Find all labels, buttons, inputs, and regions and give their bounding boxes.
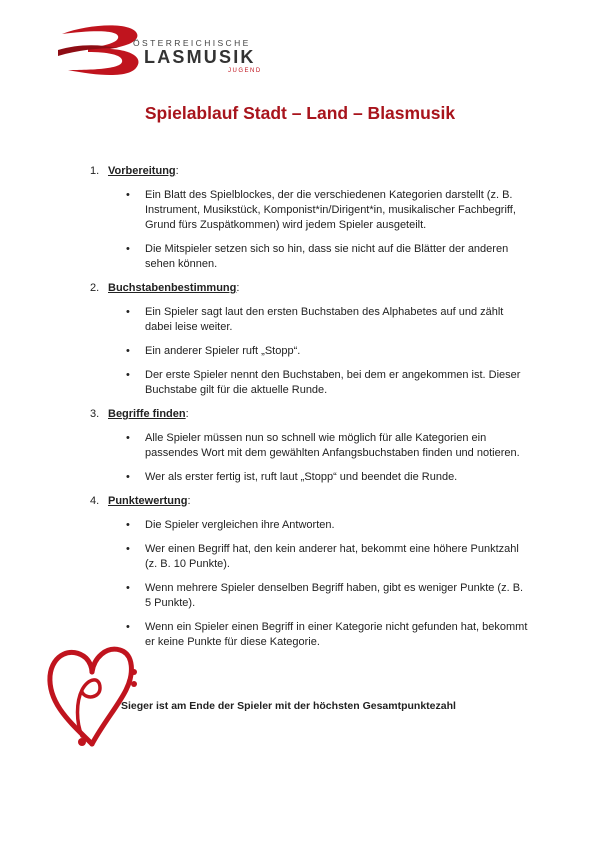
list-item: • Ein anderer Spieler ruft „Stopp“. [126,344,530,359]
section-label: Punktewertung [108,495,188,507]
section-number: 2. [90,282,100,294]
list-item: • Alle Spieler müssen nun so schnell wie möglich für alle Kategorien ein passendes Wort mit dem gewählten Anfangsbuchstaben finden und notieren. [126,431,530,461]
section-find-terms: 3. Begriffe finden : • Alle Spieler müssen nun so schnell wie möglich für alle Kategorien ein passendes Wort mit dem gewählten Anfangsbuchstaben finden und notieren. • Wer als erster fertig ist, ruft laut „Stopp“ und beendet die Runde. [90,407,530,485]
list-item: • Der erste Spieler nennt den Buchstaben, bei dem er angekommen ist. Dieser Buchstabe gilt für die aktuelle Runde. [126,368,530,398]
winner-statement: Sieger ist am Ende der Spieler mit der höchsten Gesamtpunktezahl [121,700,456,712]
logo-b-swoosh-icon [58,22,148,78]
clef-heart-icon [42,632,142,752]
list-item: • Die Spieler vergleichen ihre Antworten. [126,518,530,533]
list-item: • Wenn mehrere Spieler denselben Begriff haben, gibt es weniger Punkte (z. B. 5 Punkte). [126,581,530,611]
instructions-list [90,164,530,659]
list-item: • Wenn ein Spieler einen Begriff in einer Kategorie nicht gefunden hat, bekommt er keine Punkte für diese Kategorie. [126,620,530,650]
list-item: • Die Mitspieler setzen sich so hin, dass sie nicht auf die Blätter der anderen sehen können. [126,242,530,272]
brand-logo [58,22,278,78]
page-title: Spielablauf Stadt – Land – Blasmusik [144,103,456,123]
section-label: Buchstabenbestimmung [108,282,237,294]
section-number: 4. [90,495,100,507]
section-number: 1. [90,165,100,177]
section-letter: 2. Buchstabenbestimmung : • Ein Spieler sagt laut den ersten Buchstaben des Alphabetes auf und zählt dabei leise weiter. • Ein anderer Spieler ruft „Stopp“. • Der erste Spieler nennt den Buchstaben, bei dem er angekommen ist. Dieser Buchstabe gilt für die aktuelle Runde. [90,281,530,398]
section-label: Begriffe finden [108,408,186,420]
section-label: Vorbereitung [108,165,176,177]
section-number: 3. [90,408,100,420]
section-scoring: 4. Punktewertung : • Die Spieler vergleichen ihre Antworten. • Wer einen Begriff hat, den kein anderer hat, bekommt eine höhere Punktzahl (z. B. 10 Punkte). • Wenn mehrere Spieler denselben Begriff haben, gibt es weniger Punkte (z. B. 5 Punkte). • Wenn ein Spieler einen Begriff in einer Kategorie nicht gefunden hat, bekommt er keine Punkte für diese Kategorie. [90,494,530,650]
list-item: • Ein Blatt des Spielblockes, der die verschiedenen Kategorien darstellt (z. B. Instrument, Musikstück, Komponist*in/Dirigent*in, musikalischer Fachbegriff, Grund fürs Zuspätkommen) wird jedem Spieler ausgeteilt. [126,188,530,233]
logo-sub-text: JUGEND [228,68,262,74]
list-item: • Ein Spieler sagt laut den ersten Buchstaben des Alphabetes auf und zählt dabei leise weiter. [126,305,530,335]
section-preparation: 1. Vorbereitung : • Ein Blatt des Spielblockes, der die verschiedenen Kategorien darstellt (z. B. Instrument, Musikstück, Komponist*in/Dirigent*in, musikalischer Fachbegriff, Grund fürs Zuspätkommen) wird jedem Spieler ausgeteilt. • Die Mitspieler setzen sich so hin, dass sie nicht auf die Blätter der anderen sehen können. [90,164,530,272]
logo-name-text: LASMUSIK [144,47,256,67]
list-item: • Wer einen Begriff hat, den kein anderer hat, bekommt eine höhere Punktzahl (z. B. 10 Punkte). [126,542,530,572]
logo-org-text: ÖSTERREICHISCHE [133,38,251,48]
list-item: • Wer als erster fertig ist, ruft laut „Stopp“ und beendet die Runde. [126,470,530,485]
